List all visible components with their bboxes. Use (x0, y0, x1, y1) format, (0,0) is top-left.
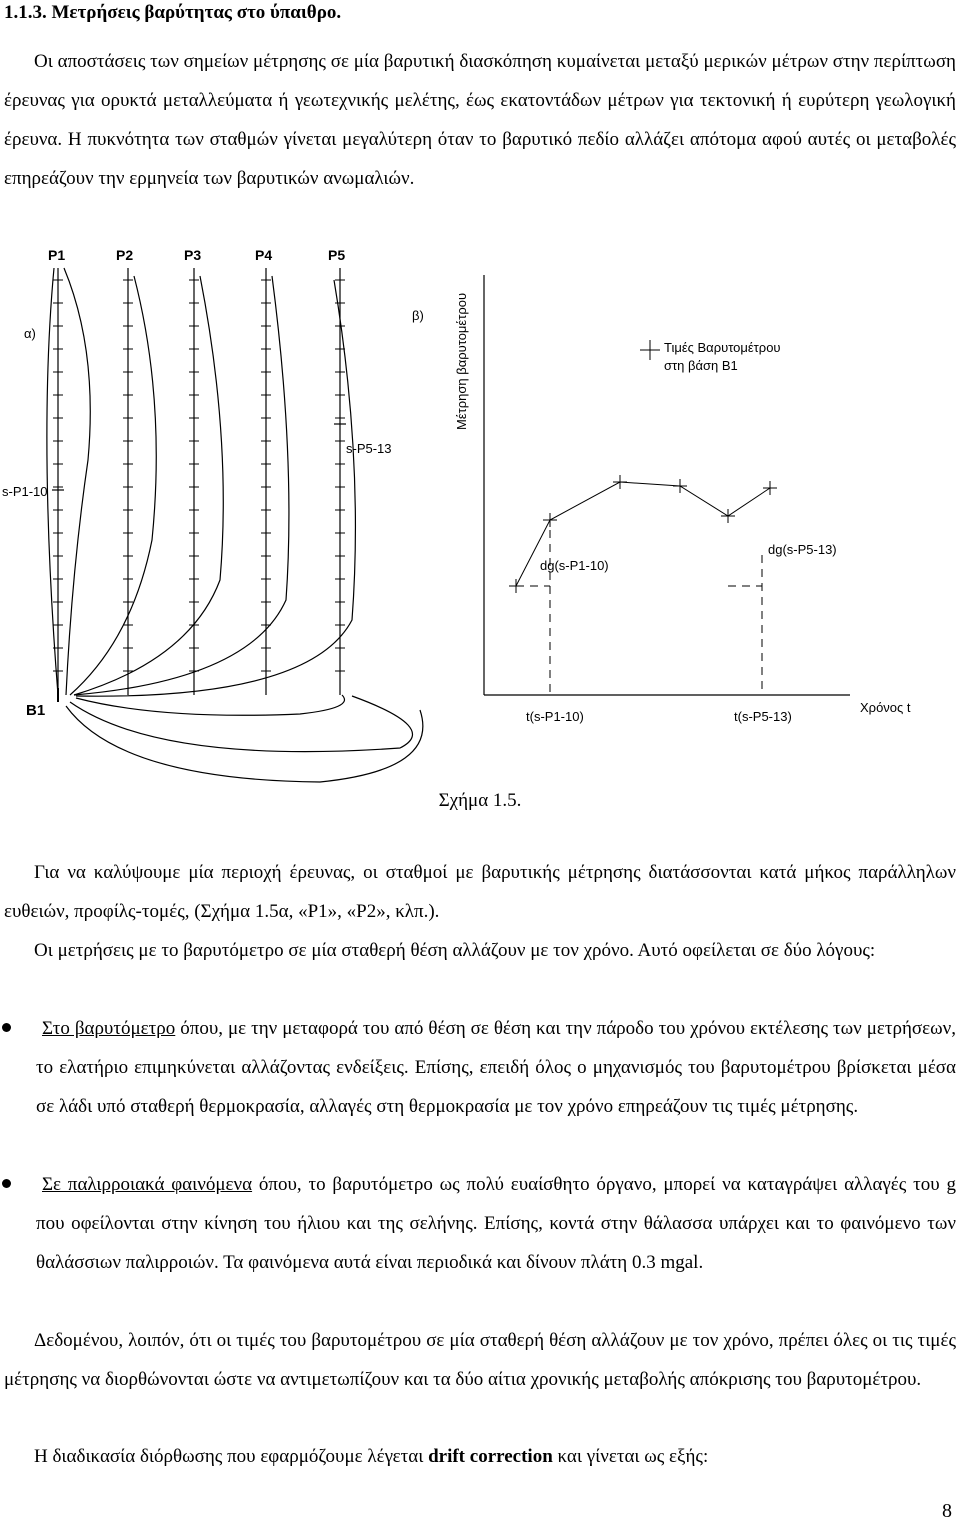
loop-p2 (70, 276, 156, 695)
label-dg-p1: dg(s-P1-10) (540, 558, 609, 573)
legend-line-1: Τιμές Βαρυτομέτρου (664, 340, 781, 355)
x-axis-label: Χρόνος t (860, 700, 911, 715)
loop-p1-lower (47, 268, 58, 695)
bullet-gravimeter-body: όπου, με την μεταφορά του από θέση σε θέση και την πάροδο του χρόνου εκτέλεσης των μετρήσεων, το ελατήριο επιμηκύνεται αλλάζοντας ενδείξεις. Επίσης, επειδή όλος ο μηχανισμός του βαρυτομέτρου βρίσκεται μέσα σε λάδι υπό σταθερή θερμοκρασία, αλλαγές στη θερμοκρασία με τον χρόνο επηρεάζουν τις τιμές μέτρησης. (36, 1018, 957, 1117)
paragraph-intro-text: Οι αποστάσεις των σημείων μέτρησης σε μία βαρυτική διασκόπηση κυμαίνεται μεταξύ μερικών μέτρων στην περίπτωση έρευνας για ορυκτά μεταλλεύματα ή γεωτεχνικής μελέτης, έως εκατοντάδων μέτρων για τεκτονική ή ευρύτερη γεωλογική έρευνα. Η πυκνότητα των σταθμών γίνεται μεγαλύτερη όταν το βαρυτικό πεδίο αλλάζει απότομα αφού αυτές οι μεταβολές επηρεάζουν την ερμηνεία των βαρυτικών ανωμαλιών. (4, 51, 956, 189)
paragraph-intro (4, 42, 956, 198)
label-s-p1-10: s-P1-10 (2, 484, 48, 499)
return-arc-1 (76, 695, 344, 715)
bullet-tides-body: όπου, το βαρυτόμετρο ως πολύ ευαίσθητο όργανο, μπορεί να καταγράψει αλλαγές του g που οφείλονται στην κίνηση του ήλιου και της σελήνης. Επίσης, κοντά στην θάλασσα υπάρχει και το φαινόμενο των θαλάσσιων παλιρροιών. Τα φαινόμενα αυτά είναι περιοδικά και δίνουν πλάτη 0.3 mgal. (36, 1174, 956, 1273)
y-axis-label: Μέτρηση βαρυτομέτρου (454, 292, 469, 430)
label-t-p5: t(s-P5-13) (734, 709, 792, 724)
paragraph-drift-end: και γίνεται ως εξής: (552, 1446, 709, 1467)
bullet-icon (2, 1179, 11, 1188)
page-number: 8 (942, 1500, 952, 1522)
bullet-tides-lead: Σε παλιρροιακά φαινόμενα (42, 1174, 253, 1195)
bullet-item-gravimeter-text (36, 1009, 956, 1126)
profile-label-p5: P5 (328, 247, 346, 263)
bullet-item-tides-text (36, 1165, 956, 1282)
paragraph-drift-correction (4, 1437, 956, 1476)
paragraph-time-variation (4, 931, 956, 970)
base-loops (47, 268, 423, 782)
paragraph-drift-term: drift correction (428, 1446, 553, 1467)
loop-p4 (74, 276, 289, 695)
profile-label-p4: P4 (255, 247, 273, 263)
label-panel-b: β) (412, 308, 424, 323)
paragraph-profiles (4, 853, 956, 931)
profile-label-p2: P2 (116, 247, 134, 263)
label-dg-p5: dg(s-P5-13) (768, 542, 837, 557)
return-arc-3 (66, 706, 423, 782)
paragraph-correction-need-text: Δεδομένου, λοιπόν, ότι οι τιμές του βαρυτομέτρου σε μία σταθερή θέση αλλάζουν με τον χρόνο, πρέπει όλες οι τις τιμές μέτρησης να διορθώνονται ώστε να αντιμετωπίζουν και τα δύο αίτια χρονικής μεταβολής απόκρισης του βαρυτομέτρου. (4, 1330, 956, 1390)
legend-line-2: στη βάση B1 (664, 358, 738, 373)
bullet-icon (2, 1023, 11, 1032)
profile-labels (48, 247, 345, 263)
figure-caption: Σχήμα 1.5. (438, 790, 522, 811)
paragraph-correction-need (4, 1321, 956, 1399)
label-t-p1: t(s-P1-10) (526, 709, 584, 724)
label-s-p5-13: s-P5-13 (346, 441, 392, 456)
loop-p3 (74, 276, 223, 695)
profile-label-p3: P3 (184, 247, 202, 263)
loop-p1-upper (64, 268, 90, 695)
label-panel-a: α) (24, 326, 36, 341)
paragraph-profiles-text: Για να καλύψουμε μία περιοχή έρευνας, οι σταθμοί με βαρυτικής μέτρησης διατάσσονται κατά μήκος παράλληλων ευθειών, προφίλς-τομές, (Σχήμα 1.5α, «P1», «P2», κλπ.). (4, 862, 956, 922)
legend-marker (640, 340, 660, 360)
profile-lines (58, 268, 340, 695)
loop-p5 (76, 280, 355, 696)
paragraph-drift-start: Η διαδικασία διόρθωσης που εφαρμόζουμε λέγεται (34, 1446, 429, 1467)
station-ticks (53, 280, 345, 671)
figure-gravity-survey (0, 240, 960, 790)
section-heading: 1.1.3. Μετρήσεις βαρύτητας στο ύπαιθρο. (4, 2, 342, 23)
label-base-b1: B1 (26, 702, 46, 719)
time-guides (516, 530, 762, 695)
profile-label-p1: P1 (48, 247, 66, 263)
bullet-gravimeter-lead: Στο βαρυτόμετρο (42, 1018, 176, 1039)
return-arc-2 (70, 696, 413, 752)
paragraph-time-variation-text: Οι μετρήσεις με το βαρυτόμετρο σε μία σταθερή θέση αλλάζουν με τον χρόνο. Αυτό οφείλεται σε δύο λόγους: (34, 940, 876, 961)
drift-points (509, 475, 777, 593)
